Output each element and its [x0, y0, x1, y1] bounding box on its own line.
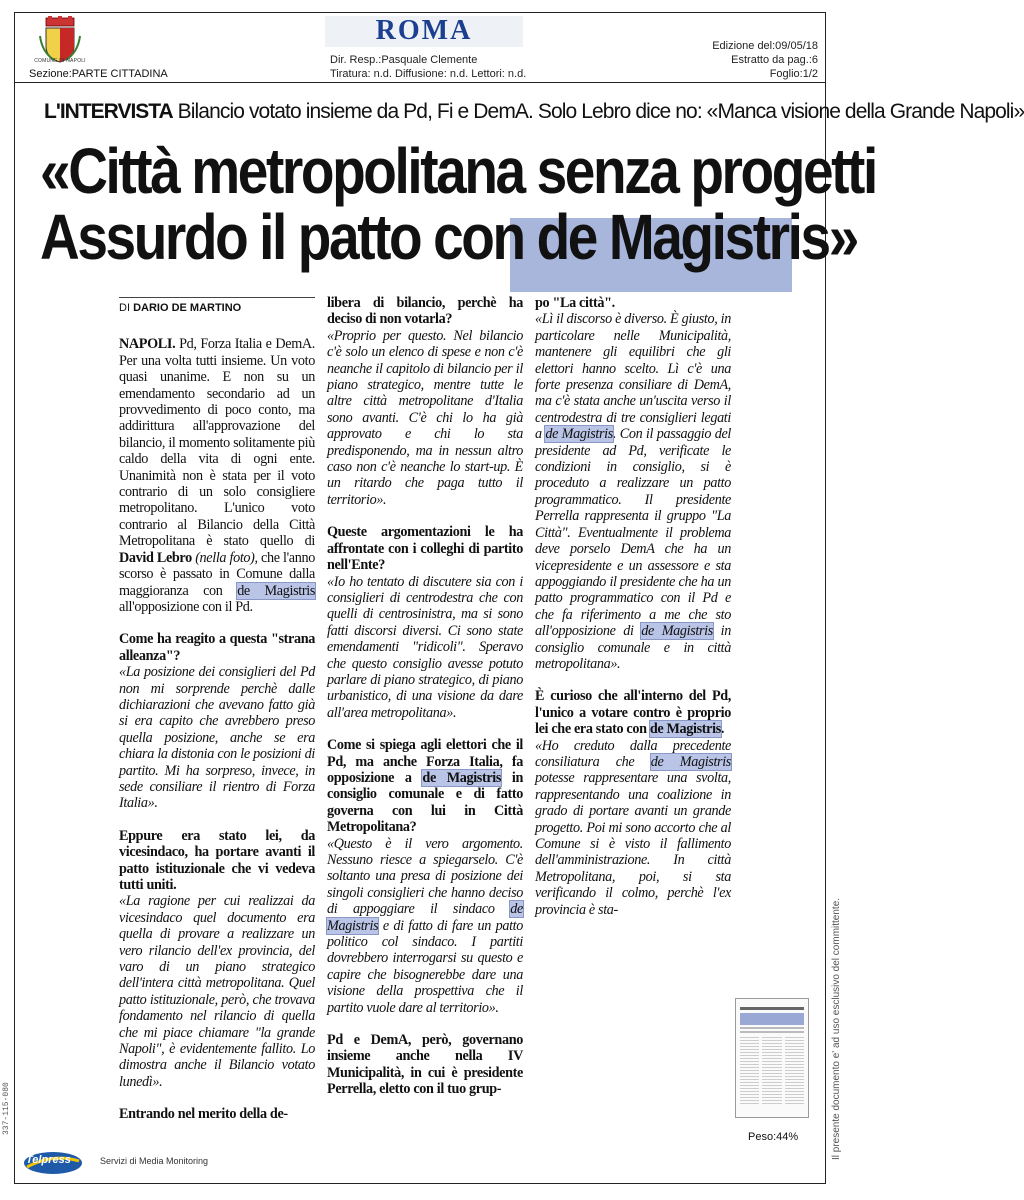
byline-author: DARIO DE MARTINO	[133, 302, 242, 314]
byline-prefix: DI	[119, 302, 130, 314]
question-3-end: libera di bilancio, perchè ha deciso di non votarla?	[327, 295, 523, 328]
article-column-1	[119, 297, 315, 1123]
masthead-logo: ROMA	[375, 15, 473, 46]
kicker-text: Bilancio votato insieme da Pd, Fi e DemA. Solo Lebro dice no: «Manca visione della Grande Napoli»	[177, 100, 1024, 123]
answer-1: «La posizione dei consiglieri del Pd non mi sorprende perchè dalle dichiarazioni che avevano fatto già si era capito che avrebbero preso quella posizione, anche se era chiara la distonia con le posizioni di partito. Mi ha sorpreso, invece, in sede consiliare il rientro di Forza Italia».	[119, 664, 315, 812]
sheet-number: Foglio:1/2	[769, 68, 818, 80]
article-column-2	[327, 295, 523, 1098]
answer-2: «La ragione per cui realizzai da vicesindaco quel documento era quella di provare a realizzare un vero rilancio dell'ex provincia, del varo di un piano strategico dell'intera città metropolitana. Quel patto istituzionale, però, che trovava fondamento nel rilancio di quella che mi piace chiamare "la grande Napoli", è evidentemente fallito. Lo dimostra anche il Bilancio votato lunedì».	[119, 893, 315, 1090]
paragraph-intro: NAPOLI. Pd, Forza Italia e DemA. Per una volta tutti insieme. Un voto quasi unanime. E non su un emendamento secondario ad un provvedimento di poco conto, ma addirittura all'approvazione del bilancio, il momento solitamente più caldo della vita di ogni ente. Unanimità non è stata per il voto contrario di un solo consigliere metropolitano. L'unico voto contrario al Bilancio della Città Metropolitana è stato quello di David Lebro (nella foto), che l'anno scorso è passato in Comune dalla maggioranza con de Magistris all'opposizione con il Pd.	[119, 336, 315, 615]
kicker	[44, 100, 1024, 124]
question-3-start: Entrando nel merito della de-	[119, 1106, 288, 1123]
page-weight: Peso:44%	[748, 1131, 799, 1143]
byline	[119, 297, 315, 316]
answer-6: «Lì il discorso è diverso. È giusto, in particolare nelle Municipalità, mantenere gli equilibri che gli elettori hanno scelto. Lì c'è una forte presenza consiliare di DemA, ma c'è stata anche un'uscita verso il centrodestra di tre consiglieri legati a de Magistris. Con il passaggio del presidente ad Pd, verificate le condizioni in consiglio, si è proceduto a realizzare un patto programmatico. Il presidente Perrella rappresenta il gruppo "La Città". Eventualmente il problema deve porselo DemA che ha un vicepresidente e un assessore e sta appoggiando il presidente che ha un patto programmatico con il Pd e che fa riferimento a me che sto all'opposizione di de Magistris in consiglio comunale e in città metropolitana».	[535, 311, 731, 672]
article-column-3	[535, 295, 731, 934]
section-label: Sezione:PARTE CITTADINA	[29, 68, 168, 80]
crest-label: COMUNE DI NAPOLI	[34, 58, 86, 64]
kicker-label: L'INTERVISTA	[44, 100, 173, 123]
edition-date: Edizione del:09/05/18	[712, 40, 818, 52]
question-7: È curioso che all'interno del Pd, l'unico a votare contro è proprio lei che era stato con de Magistris.	[535, 688, 731, 738]
question-5: Come si spiega agli elettori che il Pd, ma anche Forza Italia, fa opposizione a de Magistris in consiglio comunale e di fatto governa con lui in Città Metropolitana?	[327, 737, 523, 836]
rights-notice: Il presente documento e' ad uso esclusivo del committente.	[831, 897, 842, 1160]
answer-4: «Io ho tentato di discutere sia con i consiglieri di centrodestra che con quelli di centrosinistra, ma si sono fatti discorsi diversi. Ci sono state emendamenti "ridicoli". Speravo che questo consiglio avesse potuto parlare di piano strategico, di piano urbanistico, di una visione da dare all'area metropolitana».	[327, 573, 523, 721]
question-6-end: po "La città".	[535, 295, 615, 311]
director-line: Dir. Resp.:Pasquale Clemente	[330, 54, 478, 66]
question-6-start: Pd e DemA, però, governano insieme anche nella IV Municipalità, in cui è presidente Perrella, eletto con il tuo grup-	[327, 1032, 523, 1098]
circulation-line: Tiratura: n.d. Diffusione: n.d. Lettori: n.d.	[330, 68, 527, 80]
headline-line-1: «Città metropolitana senza progetti	[40, 134, 876, 207]
document-code: 337-115-080	[2, 1082, 11, 1135]
page-thumbnail	[735, 998, 809, 1118]
answer-5: «Questo è il vero argomento. Nessuno riesce a spiegarselo. C'è soltanto una presa di posizione dei singoli consiglieri che hanno deciso di appoggiare il sindaco de Magistris e di fatto di fare un patto politico col sindaco. I partiti dovrebbero interrogarsi su questo e capire che bisognerebbe dare una visione della prospettiva che il partito vuole dare al territorio».	[327, 835, 523, 1016]
headline-line-2: Assurdo il patto con de Magistris»	[40, 200, 857, 273]
telpress-brand: Telpress	[26, 1154, 71, 1166]
services-label: Servizi di Media Monitoring	[100, 1156, 209, 1166]
header-divider	[14, 82, 826, 83]
question-4: Queste argomentazioni le ha affrontate con i colleghi di partito nell'Ente?	[327, 524, 523, 574]
question-1: Come ha reagito a questa "strana alleanza"?	[119, 631, 315, 664]
question-2: Eppure era stato lei, da vicesindaco, ha portare avanti il patto istituzionale che vi vedeva tutti uniti.	[119, 827, 315, 893]
extract-page: Estratto da pag.:6	[731, 54, 818, 66]
answer-3: «Proprio per questo. Nel bilancio c'è solo un elenco di spese e non c'è neanche il capitolo di bilancio per il piano strategico, mentre tutte le altre città metropolitane d'Italia sono avanti. C'è chi lo ha già approvato e chi lo sta predisponendo, ma in nessun altro caso non c'è neanche lo start-up. È un ritardo che paga tutto il territorio».	[327, 327, 523, 508]
answer-7: «Ho creduto dalla precedente consiliatura che de Magistris potesse rappresentare una svolta, rappresentando una coalizione in grado di portare avanti un grande progetto. Poi mi sono accorto che al Comune si è visto il fallimento dell'amministrazione. In città Metropolitana, poi, si sta verificando il colmo, perchè l'ex provincia è sta-	[535, 737, 731, 918]
